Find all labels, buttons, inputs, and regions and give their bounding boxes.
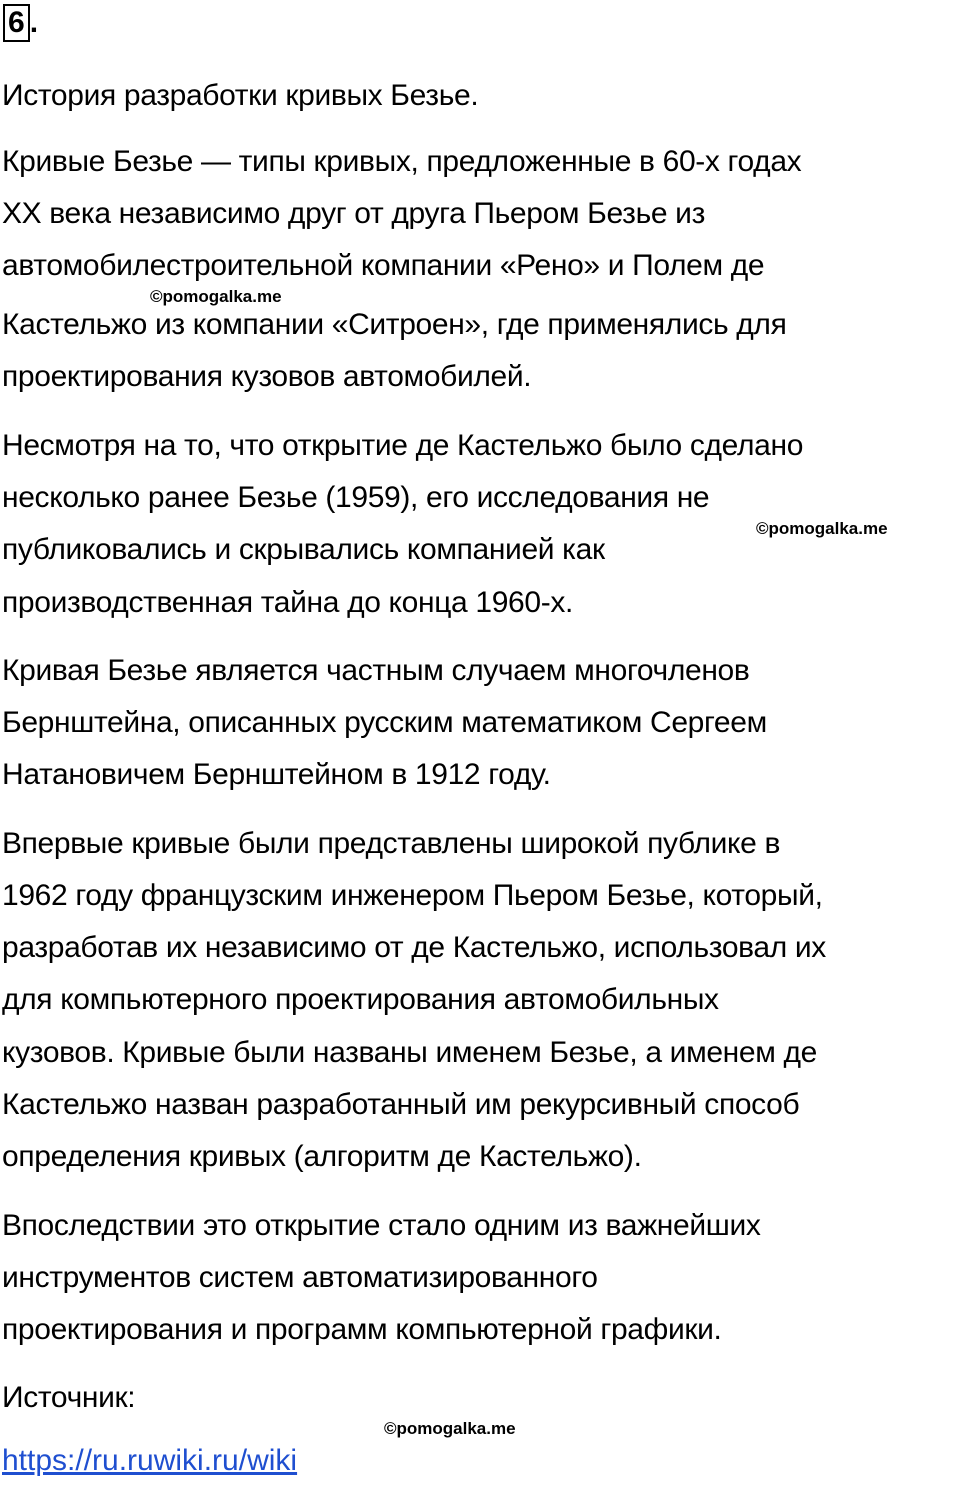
p2-line-4: производственная тайна до конца 1960-х. (2, 586, 573, 619)
p3-line-3: Натановичем Бернштейном в 1912 году. (2, 758, 551, 791)
task-number (3, 4, 38, 42)
p1-line-2: XX века независимо друг от друга Пьером Безье из (2, 197, 705, 230)
p1-line-4: Кастельжо из компании «Ситроен», где применялись для (2, 308, 787, 341)
p3-line-1: Кривая Безье является частным случаем многочленов (2, 654, 750, 687)
p2-line-3: публиковались и скрывались компанией как (2, 533, 605, 566)
p1-line-5: проектирования кузовов автомобилей. (2, 360, 532, 393)
watermark: ©pomogalka.me (384, 1419, 516, 1438)
task-number-box: 6 (3, 4, 30, 42)
p4-line-5: кузовов. Кривые были названы именем Безье, а именем де (2, 1036, 817, 1069)
p4-line-7: определения кривых (алгоритм де Кастельжо). (2, 1140, 642, 1173)
p3-line-2: Бернштейна, описанных русским математиком Сергеем (2, 706, 767, 739)
p2-line-2: несколько ранее Безье (1959), его исследования не (2, 481, 710, 514)
p4-line-1: Впервые кривые были представлены широкой публике в (2, 827, 781, 860)
p4-line-2: 1962 году французским инженером Пьером Безье, который, (2, 879, 823, 912)
p1-line-1: Кривые Безье — типы кривых, предложенные в 60-х годах (2, 145, 802, 178)
source-link[interactable]: https://ru.ruwiki.ru/wiki (2, 1444, 298, 1477)
p2-line-1: Несмотря на то, что открытие де Кастельжо было сделано (2, 429, 804, 462)
source-label: Источник: (2, 1381, 136, 1414)
p1-line-3: автомобилестроительной компании «Рено» и Полем де (2, 249, 765, 282)
p4-line-6: Кастельжо назван разработанный им рекурсивный способ (2, 1088, 800, 1121)
watermark: ©pomogalka.me (150, 287, 282, 306)
watermark: ©pomogalka.me (756, 519, 888, 538)
task-number-suffix: . (29, 6, 39, 39)
p4-line-4: для компьютерного проектирования автомобильных (2, 983, 719, 1016)
p5-line-1: Впоследствии это открытие стало одним из важнейших (2, 1209, 761, 1242)
heading: История разработки кривых Безье. (2, 79, 479, 112)
p5-line-2: инструментов систем автоматизированного (2, 1261, 598, 1294)
p5-line-3: проектирования и программ компьютерной графики. (2, 1313, 722, 1346)
p4-line-3: разработав их независимо от де Кастельжо, использовал их (2, 931, 826, 964)
